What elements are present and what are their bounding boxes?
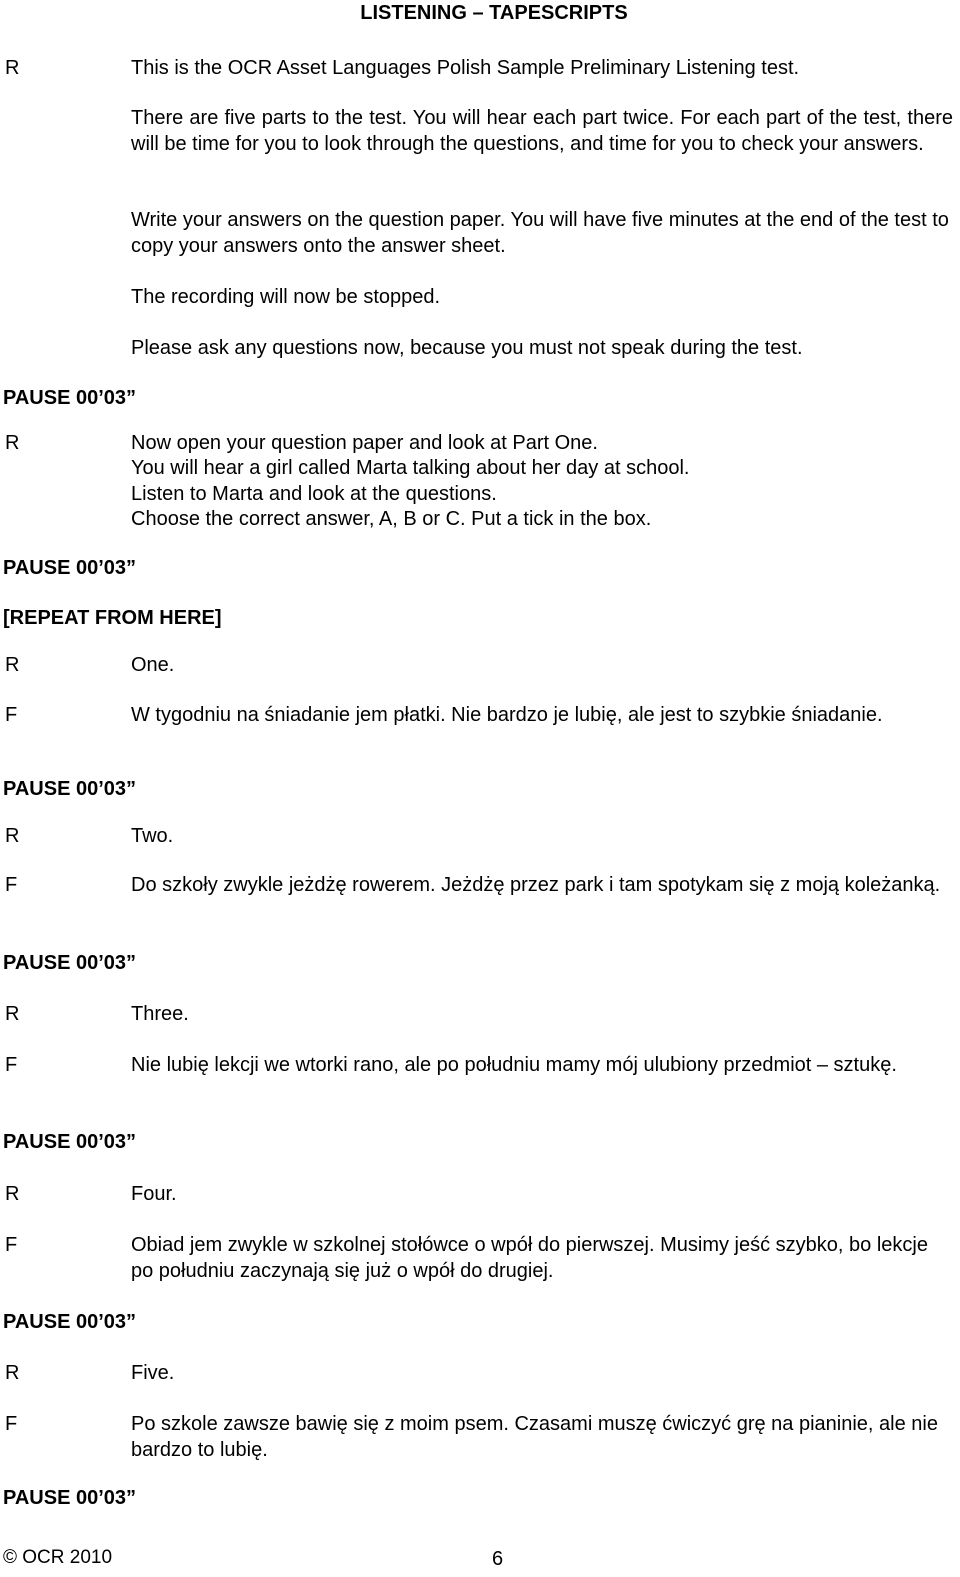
speaker-label: F [5,1054,18,1076]
speaker-label: F [5,704,18,726]
speaker-label: R [5,1003,20,1025]
intro-paragraph: Write your answers on the question paper. You will have five minutes at the end of the test to copy your answers onto the answer sheet. [131,209,949,257]
instruction-line: You will hear a girl called Marta talking about her day at school. [131,457,690,479]
pause-marker: PAUSE 00’03” [3,778,137,800]
instruction-line: Now open your question paper and look at Part One. [131,432,598,454]
item-number: Two. [131,825,174,847]
item-number: One. [131,654,175,676]
intro-paragraph: There are five parts to the test. You will hear each part twice. For each part of the test, there will be time for you to look through the questions, and time for you to check your answers. [131,107,953,155]
item-text: Nie lubię lekcji we wtorki rano, ale po południu mamy mój ulubiony przedmiot – sztukę. [131,1054,897,1076]
pause-marker: PAUSE 00’03” [3,387,137,409]
speaker-label: F [5,1234,18,1256]
item-text: W tygodniu na śniadanie jem płatki. Nie bardzo je lubię, ale jest to szybkie śniadanie. [131,704,883,726]
speaker-label: R [5,1183,20,1205]
speaker-label: R [5,57,20,79]
instruction-line: Listen to Marta and look at the questions. [131,483,497,505]
repeat-marker: [REPEAT FROM HERE] [3,607,222,629]
copyright: © OCR 2010 [3,1547,113,1568]
speaker-label: R [5,654,20,676]
item-text: Po szkole zawsze bawię się z moim psem. Czasami muszę ćwiczyć grę na pianinie, ale nie bardzo to lubię. [131,1413,938,1461]
pause-marker: PAUSE 00’03” [3,1487,137,1509]
page-number: 6 [492,1548,504,1570]
intro-paragraph: The recording will now be stopped. [131,286,441,308]
intro-paragraph: Please ask any questions now, because you must not speak during the test. [131,337,803,359]
item-text: Obiad jem zwykle w szkolnej stołówce o wpół do pierwszej. Musimy jeść szybko, bo lekcje po południu zaczynają się już o wpół do drugiej. [131,1234,928,1282]
speaker-label: R [5,1362,20,1384]
speaker-label: R [5,432,20,454]
item-number: Five. [131,1362,175,1384]
pause-marker: PAUSE 00’03” [3,1311,137,1333]
page-title: LISTENING – TAPESCRIPTS [360,2,628,24]
item-number: Four. [131,1183,177,1205]
instruction-line: Choose the correct answer, A, B or C. Put a tick in the box. [131,508,652,530]
pause-marker: PAUSE 00’03” [3,557,137,579]
item-text: Do szkoły zwykle jeżdżę rowerem. Jeżdżę przez park i tam spotykam się z moją koleżanką. [131,874,941,896]
speaker-label: R [5,825,20,847]
intro-paragraph: This is the OCR Asset Languages Polish Sample Preliminary Listening test. [131,57,800,79]
speaker-label: F [5,874,18,896]
pause-marker: PAUSE 00’03” [3,1131,137,1153]
speaker-label: F [5,1413,18,1435]
item-number: Three. [131,1003,189,1025]
pause-marker: PAUSE 00’03” [3,952,137,974]
